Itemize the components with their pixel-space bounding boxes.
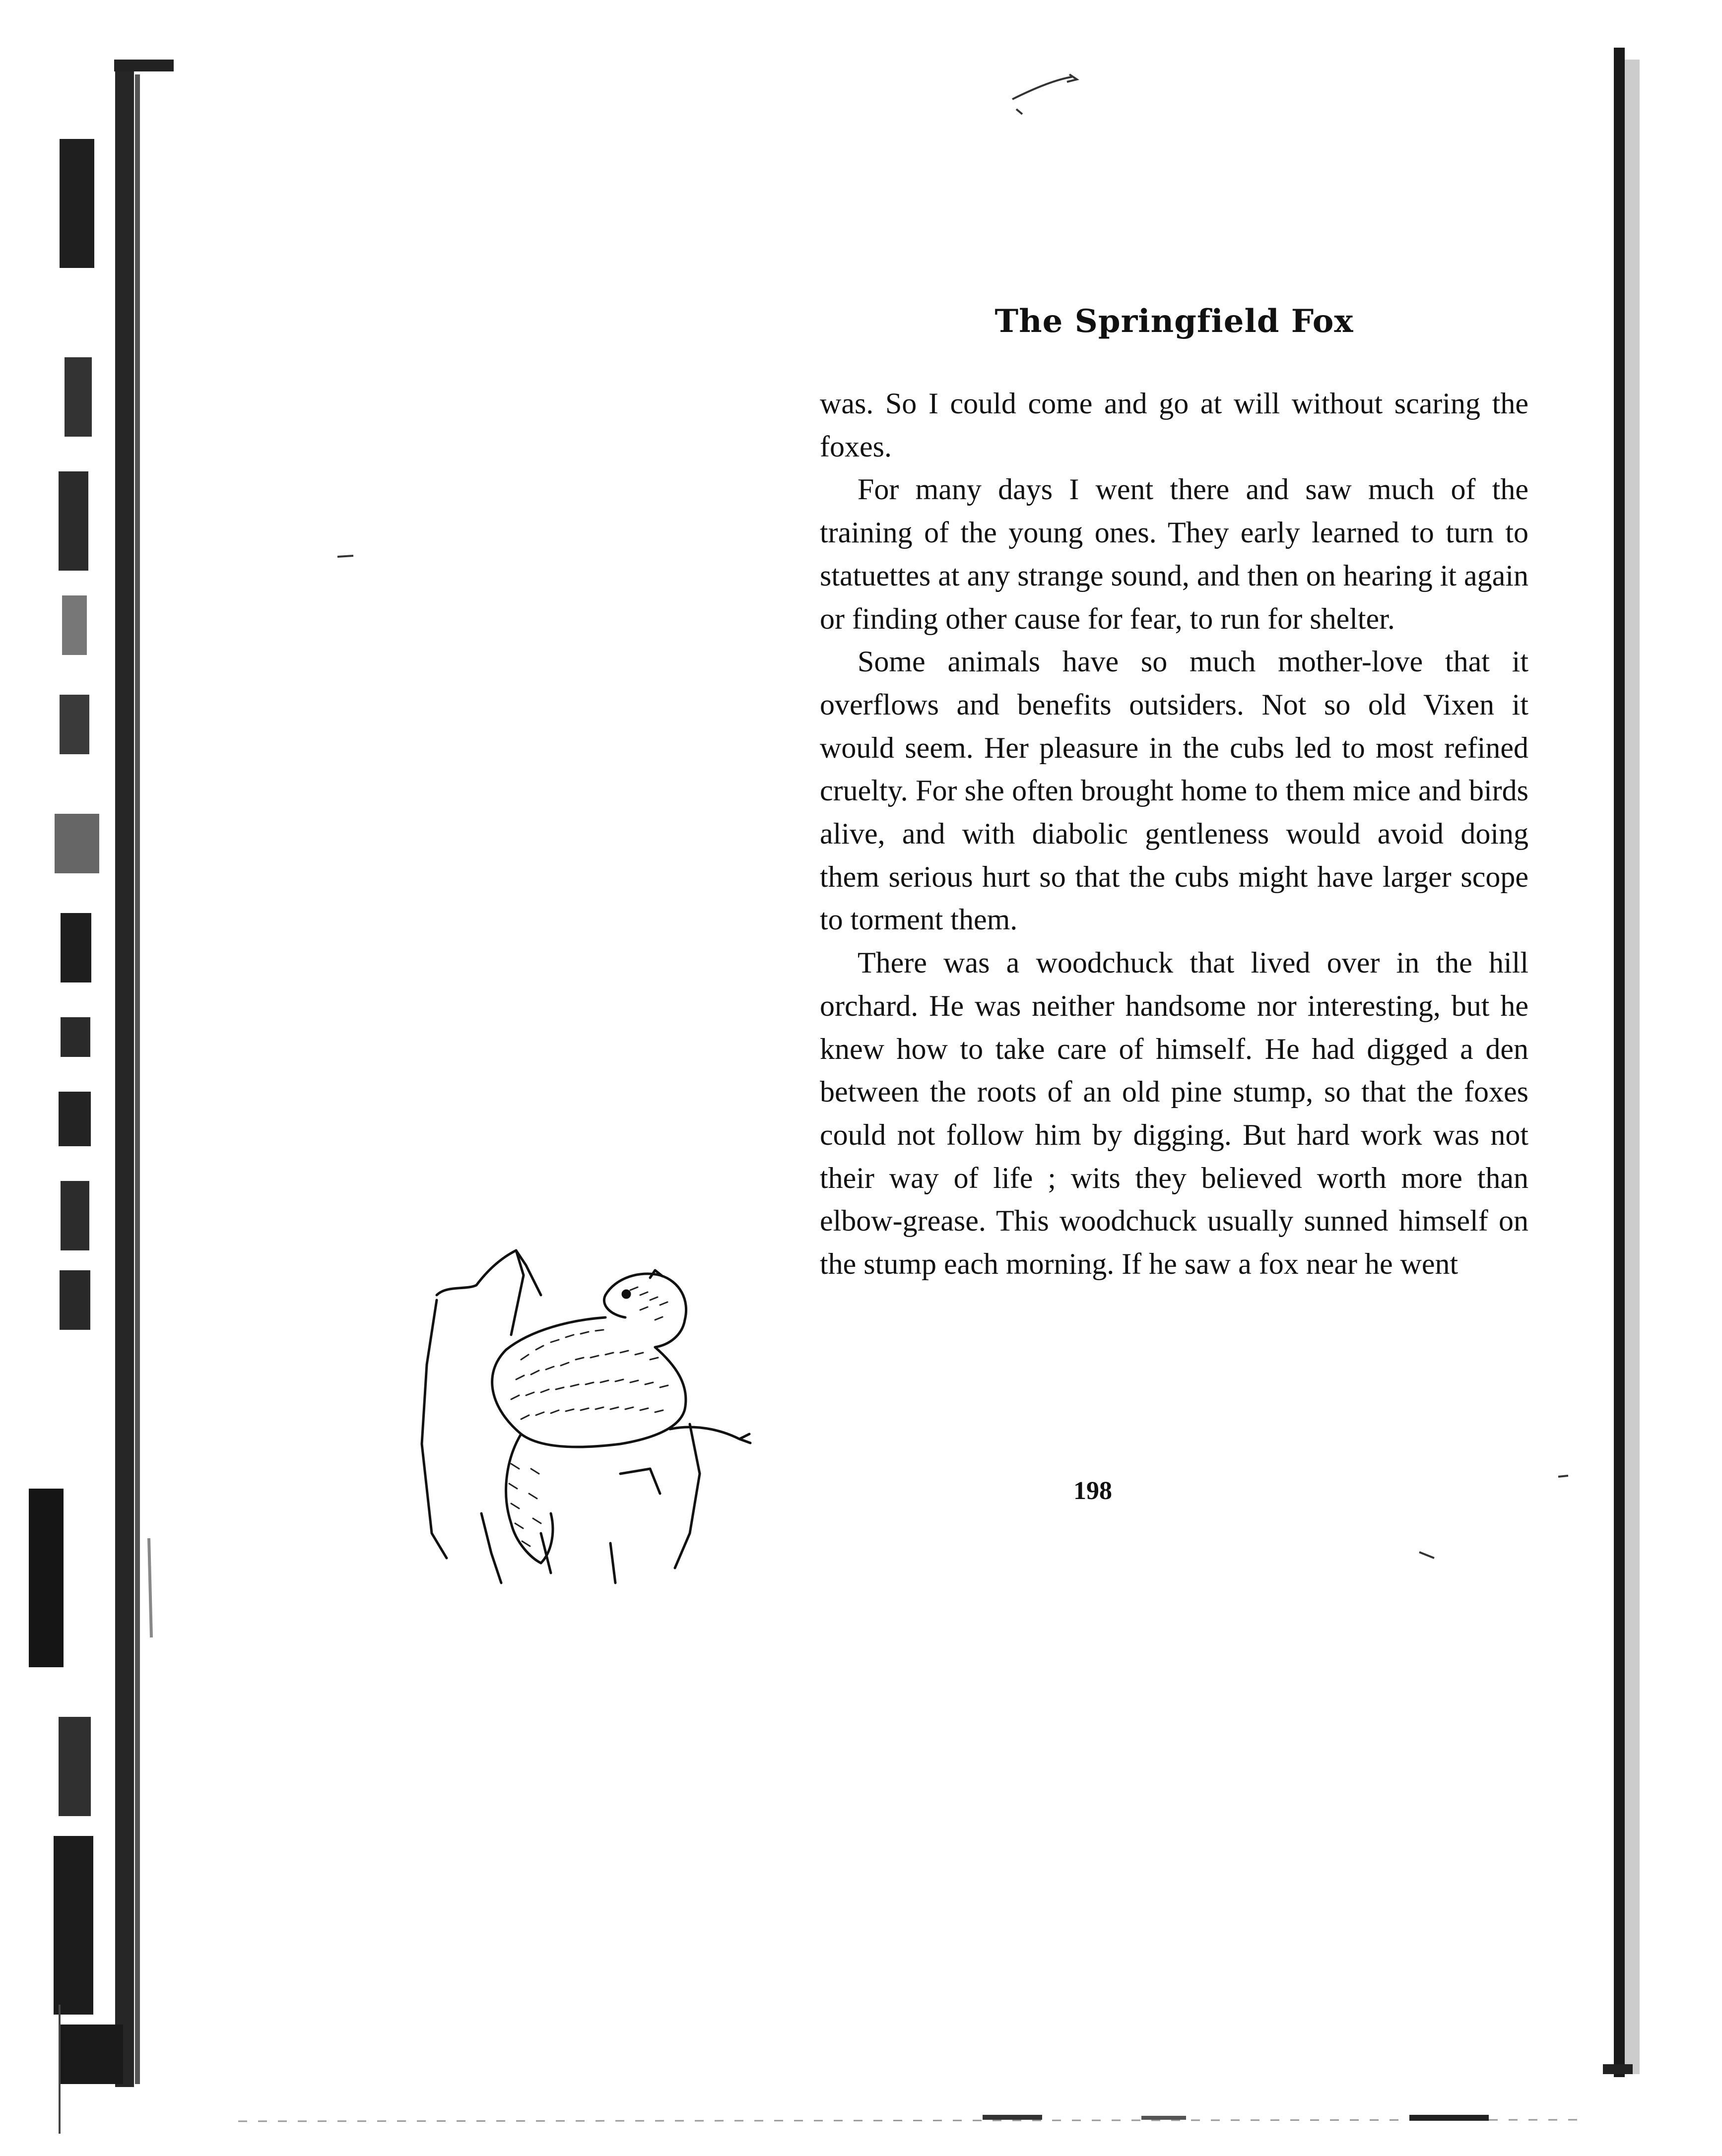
page-number: 198 — [1073, 1477, 1112, 1505]
right-binding-edge — [1603, 48, 1640, 2077]
paragraph: was. So I could come and go at will without scaring the foxes. — [820, 387, 1528, 463]
paragraph: For many days I went there and saw much of the training of the young ones. They early learned to turn to statuettes at any strange sound, and then on hearing it again or finding other cause for fear, to run for shelter. — [820, 473, 1528, 635]
left-binding-edge — [29, 60, 174, 2134]
paragraph: There was a woodchuck that lived over in the hill orchard. He was neither handsome nor interesting, but he knew how to take care of himself. He had digged a den between the roots of an old pine stump, so that the foxes could not follow him by digging. But hard work was not their way of life ; wits they believed worth more than elbow-grease. This woodchuck usually sunned himself on the stump each morning. If he saw a fox near he went — [820, 946, 1528, 1281]
running-head: The Springfield Fox — [994, 303, 1354, 340]
body-text — [820, 382, 1528, 1286]
woodchuck-illustration — [392, 1236, 819, 1603]
bottom-edge-specks — [238, 2115, 1588, 2121]
paragraph: Some animals have so much mother-love that it overflows and benefits outsiders. Not so old Vixen it would seem. Her pleasure in the cubs led to most refined cruelty. For she often brought home to them mice and birds alive, and with diabolic gentleness would avoid doing them serious hurt so that the cubs might have larger scope to torment them. — [820, 645, 1528, 936]
